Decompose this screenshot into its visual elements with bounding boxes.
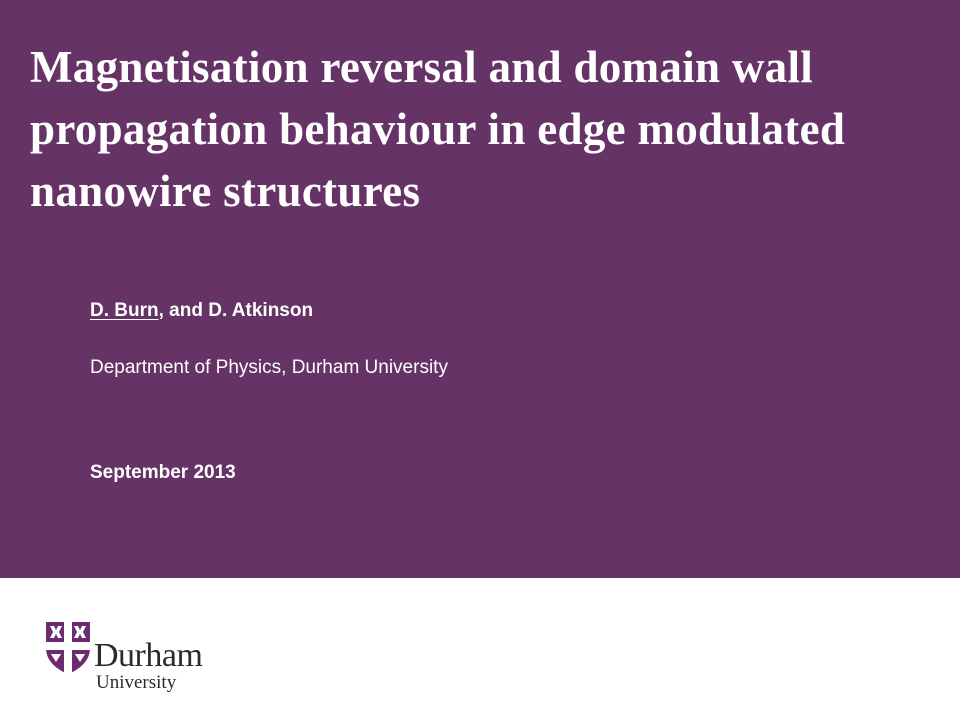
durham-university-logo	[44, 620, 234, 700]
durham-shield-icon	[44, 620, 92, 676]
slide-title: Magnetisation reversal and domain wall propagation behaviour in edge modulated nanowire structures	[30, 42, 846, 216]
logo-subtitle: University	[96, 672, 177, 693]
authors-line	[90, 299, 313, 323]
co-author-names: , and D. Atkinson	[158, 300, 314, 321]
affiliation: Department of Physics, Durham University	[90, 357, 448, 378]
presentation-date: September 2013	[90, 462, 236, 483]
logo-name: Durham	[94, 637, 203, 674]
presenter-name: D. Burn	[90, 300, 159, 321]
